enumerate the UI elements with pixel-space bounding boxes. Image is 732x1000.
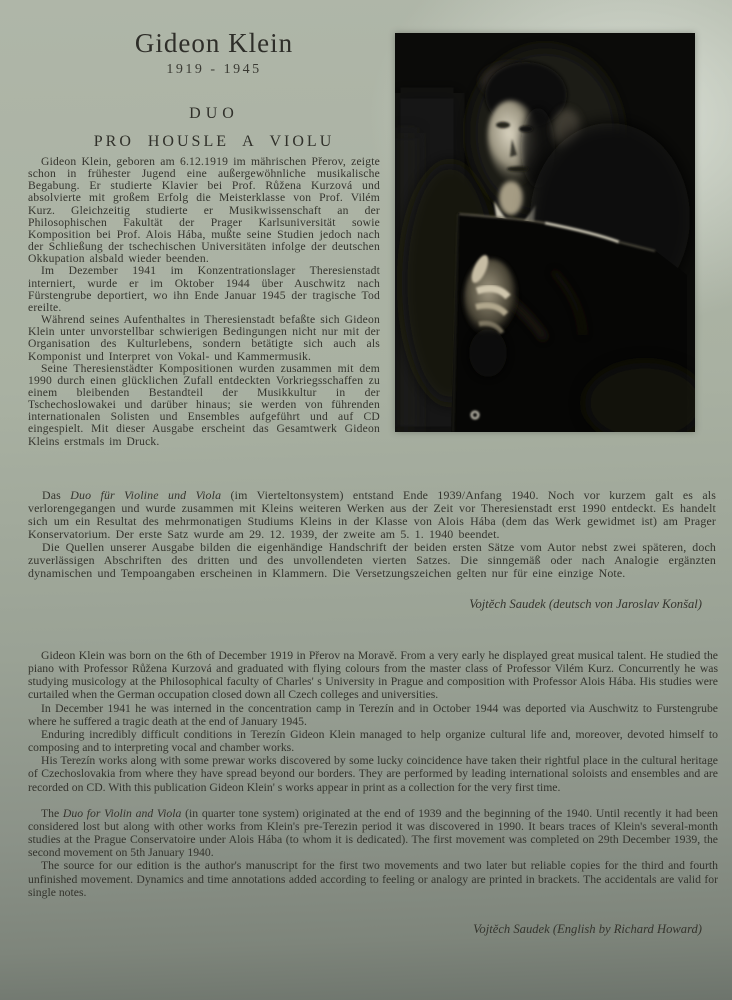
work-title-line1: DUO xyxy=(189,105,239,122)
english-biography xyxy=(28,649,718,794)
life-years: 1919 - 1945 xyxy=(166,62,262,77)
page-title: Gideon Klein xyxy=(134,28,294,58)
german-biography-column xyxy=(28,156,380,448)
portrait-photo xyxy=(395,33,695,432)
paragraph: His Terezín works along with some prewar works discovered by some lucky coincidence have taken their rightful place in the cultural heritage of Czechoslovakia from where they have spread beyond our borders. They are performed by leading international soloists and ensembles and are recorded on CD. With this publication Gideon Klein' s works appear in print as a collection for the very first time. xyxy=(28,754,718,794)
paragraph: Gideon Klein, geboren am 6.12.1919 im mährischen Přerov, zeigte schon in frühester Jugend eine außergewöhnliche musikalische Begabung. Er studierte Klavier bei Prof. Růžena Kurzová und absolvierte mit großem Erfolg die Meisterklasse von Prof. Vilém Kurz. Gleichzeitig studierte er Musikwissenschaft an der Philosophischen Fakultät der Prager Karlsuniversität sowie Komposition bei Prof. Alois Hába, mußte seine Studien jedoch nach der Schließung der tschechischen Universitäten infolge der deutschen Okkupation alsbald wieder beenden. xyxy=(28,155,380,266)
paragraph: Die Quellen unserer Ausgabe bilden die eigenhändige Handschrift der beiden ersten Sätze vom Autor nebst zwei späteren, doch zuverlässigen Abschriften des dritten und des unvollendeten vierten Satzes. Die sinngemäß oder nach Analogie ergänzten dynamischen und Tempoangaben erscheinen in Klammern. Die Versetzungszeichen gelten nur für eine einzige Note. xyxy=(28,540,716,580)
paragraph: Während seines Aufenthaltes in Theresienstadt befaßte sich Gideon Klein unter unvorstellbar schwierigen Bedingungen nicht nur mit der Organisation des Kulturlebens, sondern betätigte sich auch als Komponist und Interpret von Vokal- und Kammermusik. xyxy=(28,313,380,363)
paragraph: The Duo for Violin and Viola (in quarter tone system) originated at the end of 1939 and the beginning of the 1940. Until recently it had been considered lost but along with other works from Klein's pre-Terezin period it was discovered in 1990. It bears traces of Klein's several-month studies at the Prague Conservatoire under Alois Hába (to whom it is dedicated). The first movement was completed on 29th December 1939, the second movement on 5th January 1940. xyxy=(28,806,719,860)
paragraph: Gideon Klein was born on the 6th of December 1919 in Přerov na Moravě. From a very early he displayed great musical talent. He studied the piano with Professor Růžena Kurzová and graduated with flying colours from the master class of Professor Vilém Kurz. Concurrently he was studying musicology at the Philosophical faculty of Charles' s University in Prague and composition with Professor Alois Hába. His studies were curtailed when the German occupation closed down all Czech colleges and universities. xyxy=(28,649,718,702)
paragraph: The source for our edition is the author's manuscript for the first two movements and two later but reliable copies for the third and fourth unfinished movement. Dynamics and time annotations added according to feeling or analogy are printed in brackets. The accidentals are valid for single notes. xyxy=(28,859,718,899)
paragraph: Enduring incredibly difficult conditions in Terezín Gideon Klein managed to help organize cultural life and, moreover, devoted himself to composing and to interpreting vocal and chamber works. xyxy=(28,727,718,755)
german-signature: Vojtěch Saudek (deutsch von Jaroslav Konšal) xyxy=(469,597,702,611)
work-title-line2: PRO HOUSLE A VIOLU xyxy=(93,133,335,150)
paragraph: Das Duo für Violine und Viola (im Vierteltonsystem) entstand Ende 1939/Anfang 1940. Noch vor kurzem galt es als verlorengegangen und wurde zusammen mit Kleins weiteren Werken aus der Zeit vor Theresienstadt erst 1990 entdeckt. Es handelt sich um ein Resultat des mehrmonatigen Studiums Kleins in der Klasse von Alois Hába (dem das Werk gewidmet ist) am Prager Konservatorium. Der erste Satz wurde am 29. 12. 1939, der zweite am 5. 1. 1940 beendet. xyxy=(28,488,716,541)
paragraph: Im Dezember 1941 im Konzentrationslager Theresienstadt interniert, wurde er im Oktober 1944 über Auschwitz nach Fürstengrube deportiert, wo ihn Ende Januar 1945 der tragische Tod ereilte. xyxy=(28,264,380,314)
paragraph: Seine Theresienstädter Kompositionen wurden zusammen mit dem 1990 durch einen glücklichen Zufall entdeckten Vorkriegsschaffen zu einem bleibenden Bestandteil der Musikkultur in der Tschechoslowakei und darüber hinaus; sie werden von führenden internationalen Solisten und Ensembles aufgeführt und auf CD eingespielt. Mit dieser Ausgabe erscheint das Gesamtwerk Gideon Kleins erstmals im Druck. xyxy=(28,361,380,448)
english-signature: Vojtěch Saudek (English by Richard Howard) xyxy=(473,922,702,936)
english-section xyxy=(28,649,718,899)
english-duo-notes xyxy=(28,807,718,899)
page-header xyxy=(12,28,416,151)
paragraph: In December 1941 he was interned in the concentration camp in Terezín and in October 1944 was deported via Auschwitz to Furstengrube where he suffered a tragic death at the end of January 1945. xyxy=(28,701,718,728)
german-duo-notes xyxy=(28,489,716,580)
